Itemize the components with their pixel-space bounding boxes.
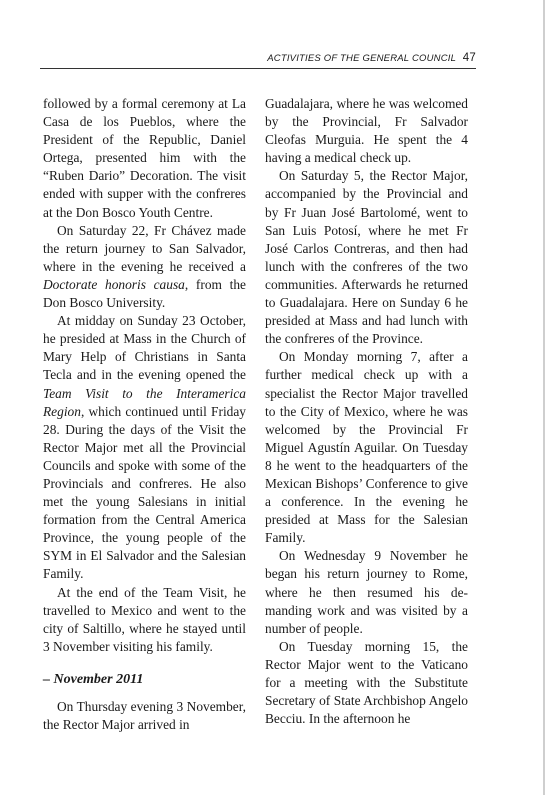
paragraph: On Thursday evening 3 November, the Rector Major arrived in: [43, 699, 246, 733]
paragraph: At the end of the Team Visit, he travelled to Mexico and went to the city of Saltillo, where he stayed until 3 November visiting his family.: [43, 584, 246, 654]
paragraph: followed by a formal ceremony at La Casa de los Pueblos, where the President of the Republic, Daniel Ortega, presented him with the “Ruben Dario” Decoration. The visit ended with supper with the confreres at the Don Bosco Youth Centre.: [43, 96, 246, 220]
section-heading: – November 2011: [43, 671, 144, 687]
paragraph-italic-text: Team Visit to the Interamerica Region: [43, 385, 246, 419]
paragraph-text: , from the Don Bosco University.: [43, 276, 246, 311]
paragraph: On Wednesday 9 November he began his return journey to Rome, where he then resumed his demanding work and was visited by a number of people.: [265, 548, 468, 636]
paragraph-italic-text: Doctorate honoris causa: [43, 276, 185, 292]
right-column: [265, 95, 468, 728]
page-number: 47: [462, 52, 476, 64]
paragraph: On Saturday 5, the Rector Major, accompanied by the Provincial and by Fr Juan José Bartolomé, went to San Luis Potosí, where he met Fr José Carlos Contreras, and then had lunch with the confreres of the two communities. Afterwards he returned to Guadalajara. Here on Sunday 6 he presided at Mass and had lunch with the confreres of the Province.: [265, 168, 468, 347]
paragraph: Guadalajara, where he was welcomed by the Provincial, Fr Salvador Cleofas Murguia. He spent the 4 having a medical check up.: [265, 96, 468, 166]
paragraph: On Tuesday morning 15, the Rector Major went to the Vaticano for a meeting with the Substitute Secretary of State Archbishop Angelo Becciu. In the afternoon he: [265, 638, 468, 727]
running-header: [40, 52, 476, 69]
running-title: ACTIVITIES OF THE GENERAL COUNCIL: [267, 53, 456, 64]
paragraph-text: At midday on Sunday 23 October, he presided at Mass in the Church of Mary Help of Christians in Santa Tecla and in the evening opened the: [43, 313, 246, 383]
paragraph: [43, 312, 246, 583]
left-column: [43, 95, 246, 734]
paragraph: On Monday morning 7, after a further medical check up with a specialist the Rector Major travelled to the City of Mexico, where he was welcomed by the Provincial Fr Miguel Agustín Aguilar. On Tuesday 8 he went to the headquarters of the Mexican Bishops’ Conference to give a conference. In the evening he presided at Mass for the Salesian Family.: [265, 349, 468, 546]
paragraph-text: On Saturday 22, Fr Chávez made the return journey to San Salvador, where in the evening he received a: [43, 222, 246, 274]
paragraph-text: , which continued until Friday 28. During the days of the Visit the Rector Major met all the Provincial Councils and spoke with some of the Provincials and confreres. He also met the young Salesians in initial formation from the Central America Province, the young people of the SYM in El Salvador and the Salesian Family.: [43, 403, 246, 582]
paragraph: [43, 222, 246, 312]
